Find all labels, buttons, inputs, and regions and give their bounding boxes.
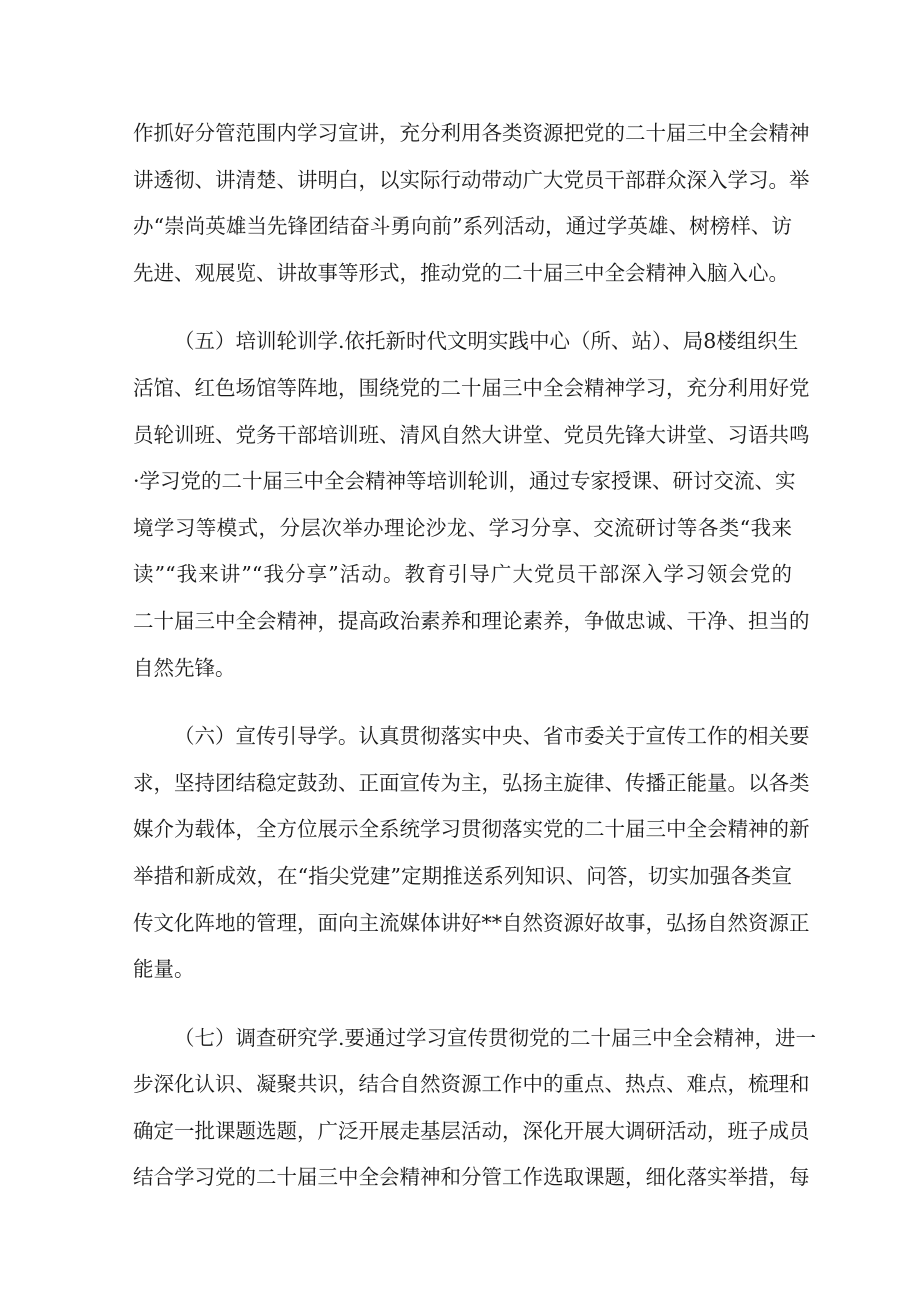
text-line: 员轮训班、党务干部培训班、清风自然大讲堂、党员先锋大讲堂、习语共鸣 bbox=[133, 422, 810, 447]
text-line: 传文化阵地的管理，面向主流媒体讲好**自然资源好故事，弘扬自然资源正 bbox=[133, 910, 810, 935]
text-line: 举措和新成效，在“指尖党建”定期推送系列知识、问答，切实加强各类宣 bbox=[133, 863, 792, 888]
text-line: 讲透彻、讲清楚、讲明白，以实际行动带动广大党员干部群众深入学习。举 bbox=[133, 167, 810, 192]
text-line: 读”“我来讲”“我分享”活动。教育引导广大党员干部深入学习领会党的 bbox=[133, 562, 792, 587]
paragraph-research bbox=[133, 1015, 817, 1201]
text-line: 二十届三中全会精神，提高政治素养和理论素养，争做忠诚、干净、担当的 bbox=[133, 608, 810, 633]
text-line: 境学习等模式，分层次举办理论沙龙、学习分享、交流研讨等各类“我来 bbox=[133, 515, 792, 540]
text-line: 自然先锋。 bbox=[133, 655, 236, 680]
text-line: 结合学习党的二十届三中全会精神和分管工作选取课题，细化落实举措，每 bbox=[133, 1165, 810, 1190]
paragraph-training bbox=[133, 318, 810, 691]
paragraph-study-promotion bbox=[133, 110, 810, 296]
text-line: （六）宣传引导学。认真贯彻落实中央、省市委关于宣传工作的相关要 bbox=[174, 724, 810, 749]
text-line: 办“崇尚英雄当先锋团结奋斗勇向前”系列活动，通过学英雄、树榜样、访 bbox=[133, 214, 792, 239]
text-line: 求，坚持团结稳定鼓劲、正面宣传为主，弘扬主旋律、传播正能量。以各类 bbox=[133, 770, 810, 795]
paragraph-publicity bbox=[133, 713, 810, 993]
text-line: 能量。 bbox=[133, 957, 195, 982]
text-line: 步深化认识、凝聚共识，结合自然资源工作中的重点、热点、难点，梳理和 bbox=[133, 1072, 810, 1097]
text-line: 活馆、红色场馆等阵地，围绕党的二十届三中全会精神学习，充分利用好党 bbox=[133, 375, 810, 400]
text-line: （五）培训轮训学.依托新时代文明实践中心（所、站）、局8楼组织生 bbox=[174, 329, 799, 354]
text-line: 作抓好分管范围内学习宣讲，充分利用各类资源把党的二十届三中全会精神 bbox=[133, 121, 810, 145]
text-line: （七）调查研究学.要通过学习宣传贯彻党的二十届三中全会精神，进一 bbox=[174, 1025, 817, 1050]
text-line: 先进、观展览、讲故事等形式，推动党的二十届三中全会精神入脑入心。 bbox=[133, 260, 789, 285]
text-line: ·学习党的二十届三中全会精神等培训轮训，通过专家授课、研讨交流、实 bbox=[133, 469, 796, 494]
text-line: 确定一批课题选题，广泛开展走基层活动，深化开展大调研活动，班子成员 bbox=[133, 1118, 810, 1143]
text-line: 媒介为载体，全方位展示全系统学习贯彻落实党的二十届三中全会精神的新 bbox=[133, 817, 810, 842]
